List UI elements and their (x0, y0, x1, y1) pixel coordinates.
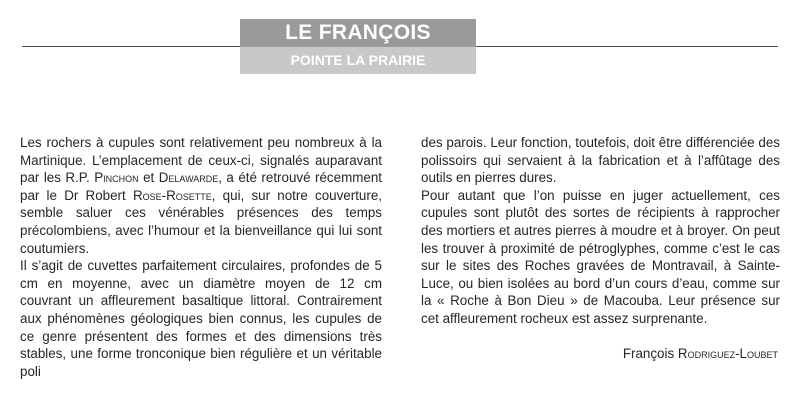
paragraph-1-text-c: , a été retrouvé récemment par le Dr Robert (20, 170, 382, 203)
author-name-rose-rosette: Rose-Rosette (132, 187, 212, 203)
article-column-1 (20, 134, 382, 380)
article-column-2 (421, 134, 780, 328)
paragraph-1 (20, 134, 382, 257)
paragraph-2: Il s’agit de cuvettes parfaitement circulaires, profondes de 5 cm en moyenne, avec un diamètre moyen de 12 cm couvrant un affleurement basaltique littoral. Contrairement aux phénomènes géologiques bien connus, les cupules de ce genre présentent des formes et des dimensions très stables, une forme tronconique bien régulière et un véritable poli (20, 258, 382, 379)
paragraph-1-text-d: , qui, sur notre couverture, semble saluer ces vénérables présences des temps précolombiens, avec l’humour et la bienveillance qui lui sont coutumiers. (20, 187, 382, 256)
author-signature (520, 346, 778, 361)
paragraph-1-text-a: Les rochers à cupules sont relativement peu nombreux à la Martinique. L’emplacement de ceux-ci, signalés auparavant par les R.P. (20, 135, 382, 186)
page-subtitle: POINTE LA PRAIRIE (240, 47, 476, 74)
paragraph-3: des parois. Leur fonction, toutefois, doit être différenciée des polissoirs qui servaient à la fabrication et à l’affûtage des outils en pierres dures. (421, 135, 780, 186)
header-rule-right (476, 46, 778, 47)
author-last-name: Rodriguez-Loubet (677, 346, 778, 361)
author-name-delawarde: Delawarde (158, 170, 219, 186)
page-title: LE FRANÇOIS (240, 19, 476, 47)
paragraph-1-text-b: et (138, 170, 159, 186)
author-name-pinchon: Pinchon (94, 170, 139, 186)
paragraph-4: Pour autant que l’on puisse en juger actuellement, ces cupules sont plutôt des sortes de récipients à rapprocher des mortiers et autres pierres à moudre et à broyer. On peut les trouver à proximité de pétroglyphes, comme c’est le cas sur le sites des Roches gravées de Montravail, à Sainte-Luce, ou bien isolées au bord d’un cours d’eau, comme sur la « Roche à Bon Dieu » de Macouba. Leur présence sur cet affleurement rocheux est assez surprenante. (421, 187, 780, 326)
author-first-name: François (622, 346, 678, 361)
header-rule-left (22, 46, 240, 47)
